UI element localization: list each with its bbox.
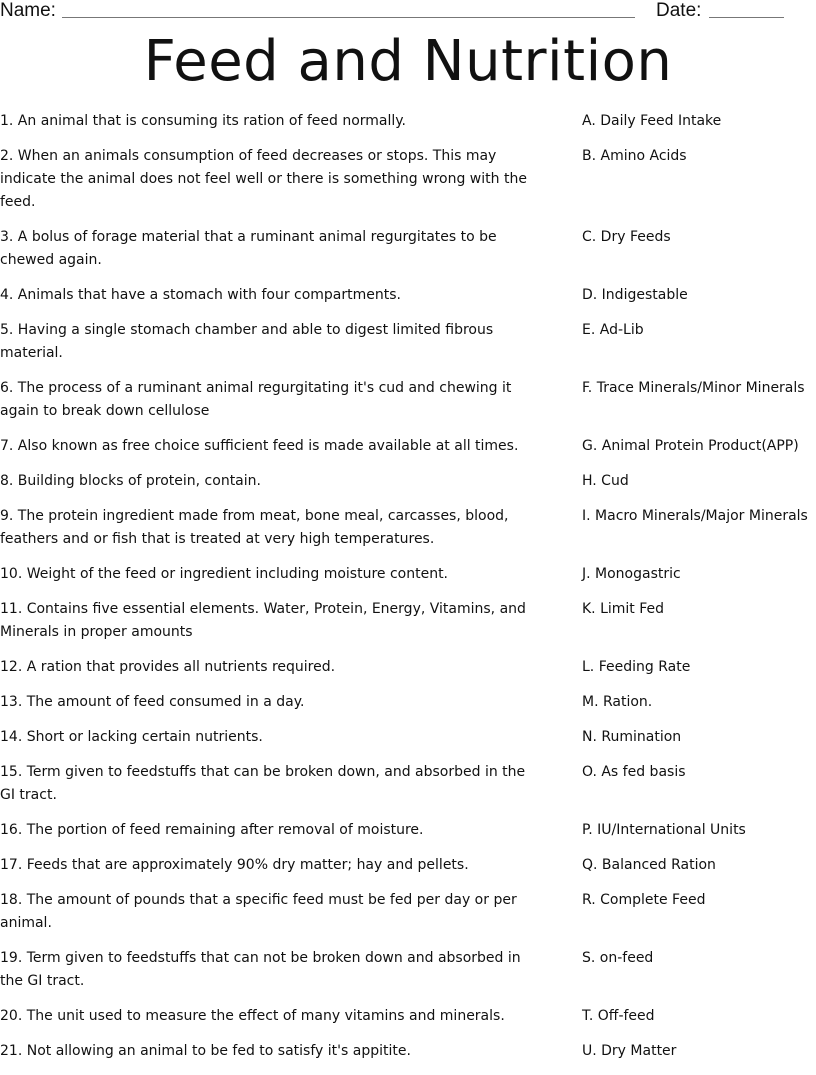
matching-row [0, 284, 816, 307]
clue-text: 9. The protein ingredient made from meat, bone meal, carcasses, blood, feathers and or fish that is treated at very high temperatures. [0, 508, 509, 547]
answer-option: H. Cud [582, 473, 629, 489]
answer-option: F. Trace Minerals/Minor Minerals [582, 380, 805, 396]
matching-row [0, 726, 816, 749]
answer-option: G. Animal Protein Product(APP) [582, 438, 799, 454]
answer-option: T. Off-feed [582, 1008, 655, 1024]
answer-option: A. Daily Feed Intake [582, 113, 722, 129]
answer-option: C. Dry Feeds [582, 229, 671, 245]
matching-row [0, 889, 816, 935]
clue-text: 6. The process of a ruminant animal regurgitating it's cud and chewing it again to break down cellulose [0, 380, 512, 419]
matching-row [0, 1040, 816, 1063]
clue-text: 16. The portion of feed remaining after removal of moisture. [0, 822, 424, 838]
answer-option: Q. Balanced Ration [582, 857, 716, 873]
clue-text: 12. A ration that provides all nutrients required. [0, 659, 336, 675]
answer-option: U. Dry Matter [582, 1043, 677, 1059]
clue-text: 8. Building blocks of protein, contain. [0, 473, 261, 489]
clue-text: 14. Short or lacking certain nutrients. [0, 729, 263, 745]
matching-row [0, 377, 816, 423]
answer-option: L. Feeding Rate [582, 659, 691, 675]
clue-text: 21. Not allowing an animal to be fed to satisfy it's appitite. [0, 1043, 411, 1059]
answer-option: I. Macro Minerals/Major Minerals [582, 508, 808, 524]
matching-row [0, 854, 816, 877]
date-write-line [709, 17, 784, 18]
matching-row [0, 505, 816, 551]
clue-text: 2. When an animals consumption of feed decreases or stops. This may indicate the animal does not feel well or there is something wrong with the feed. [0, 148, 527, 210]
answer-option: P. IU/International Units [582, 822, 746, 838]
name-date-header [0, 0, 816, 24]
matching-row [0, 435, 816, 458]
answer-option: K. Limit Fed [582, 601, 665, 617]
answer-option: O. As fed basis [582, 764, 686, 780]
matching-row [0, 319, 816, 365]
name-label: Name: [0, 0, 56, 21]
clue-text: 13. The amount of feed consumed in a day. [0, 694, 305, 710]
answer-option: E. Ad-Lib [582, 322, 644, 338]
clue-text: 11. Contains five essential elements. Water, Protein, Energy, Vitamins, and Minerals in proper amounts [0, 601, 526, 640]
matching-row [0, 1005, 816, 1028]
matching-row [0, 819, 816, 842]
answer-option: R. Complete Feed [582, 892, 706, 908]
answer-option: M. Ration. [582, 694, 653, 710]
answer-option: S. on-feed [582, 950, 654, 966]
clue-text: 18. The amount of pounds that a specific feed must be fed per day or per animal. [0, 892, 517, 931]
matching-row [0, 691, 816, 714]
matching-row [0, 761, 816, 807]
answer-option: D. Indigestable [582, 287, 688, 303]
clue-text: 10. Weight of the feed or ingredient including moisture content. [0, 566, 449, 582]
matching-row [0, 947, 816, 993]
clue-text: 3. A bolus of forage material that a ruminant animal regurgitates to be chewed again. [0, 229, 497, 268]
clue-text: 17. Feeds that are approximately 90% dry matter; hay and pellets. [0, 857, 469, 873]
matching-row [0, 598, 816, 644]
matching-row [0, 656, 816, 679]
matching-row [0, 563, 816, 586]
matching-row [0, 145, 816, 214]
matching-row [0, 110, 816, 133]
clue-text: 19. Term given to feedstuffs that can not be broken down and absorbed in the GI tract. [0, 950, 521, 989]
answer-option: N. Rumination [582, 729, 682, 745]
answer-option: J. Monogastric [582, 566, 681, 582]
clue-text: 15. Term given to feedstuffs that can be broken down, and absorbed in the GI tract. [0, 764, 526, 803]
clue-text: 1. An animal that is consuming its ration of feed normally. [0, 113, 407, 129]
matching-row [0, 470, 816, 493]
clue-text: 5. Having a single stomach chamber and able to digest limited fibrous material. [0, 322, 494, 361]
worksheet-title: Feed and Nutrition [143, 29, 673, 94]
answer-option: B. Amino Acids [582, 148, 687, 164]
clue-text: 20. The unit used to measure the effect of many vitamins and minerals. [0, 1008, 505, 1024]
matching-row [0, 226, 816, 272]
clue-text: 4. Animals that have a stomach with four compartments. [0, 287, 401, 303]
name-write-line [62, 17, 635, 18]
clue-text: 7. Also known as free choice sufficient feed is made available at all times. [0, 438, 519, 454]
date-label: Date: [656, 0, 702, 21]
matching-list [0, 110, 816, 1075]
